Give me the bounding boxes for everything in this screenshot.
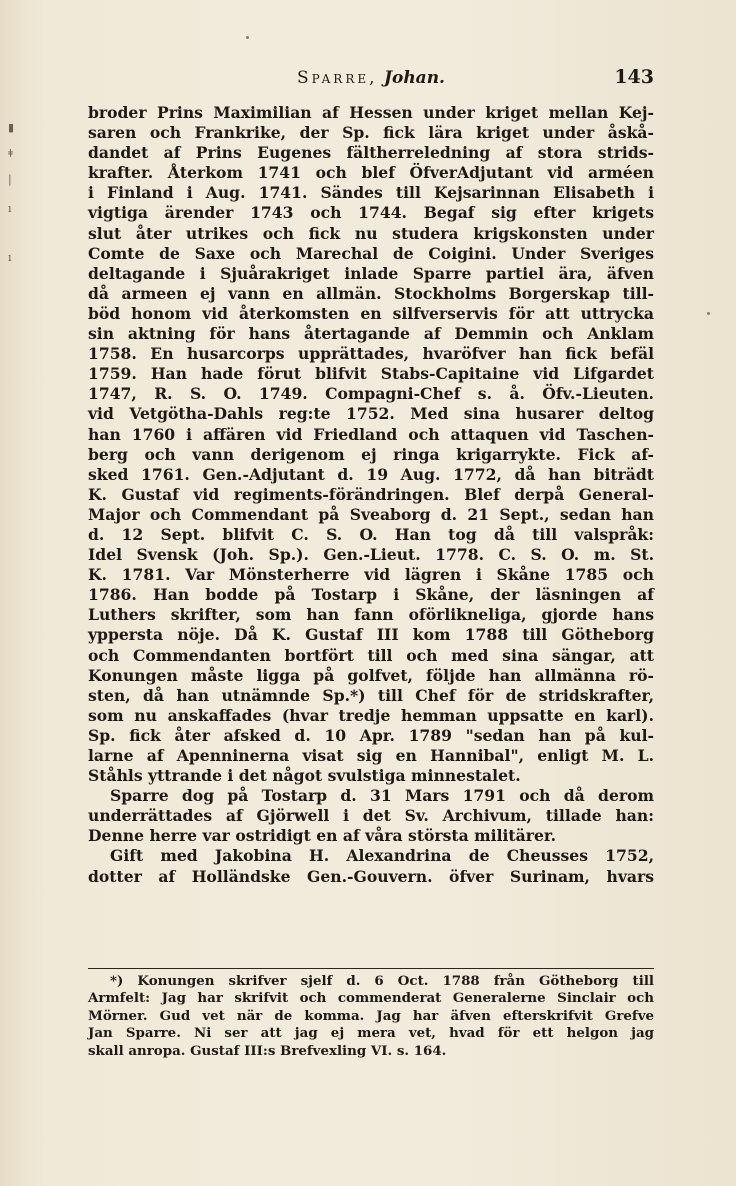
footnote-line: Armfelt: Jag har skrifvit och commenderat Generalerne Sinclair och <box>88 990 654 1007</box>
text-line: krafter. Återkom 1741 och blef ÖfverAdjutant vid arméen <box>88 163 654 183</box>
text-line: broder Prins Maximilian af Hessen under kriget mellan Kej- <box>88 103 654 122</box>
text-line: Major och Commendant på Sveaborg d. 21 Sept., sedan han <box>88 504 654 524</box>
text-line: Ståhls yttrande i det något svulstiga minnestalet. <box>88 766 521 786</box>
text-line: d. 12 Sept. blifvit C. S. O. Han tog då till valspråk: <box>88 524 654 544</box>
text-line: slut åter utrikes och fick nu studera krigskonsten under <box>88 223 654 243</box>
margin-mark: ▮ <box>8 121 15 134</box>
text-line: och Commendanten bortfört till och med sina sängar, att <box>88 645 654 665</box>
text-line: 1759. Han hade förut blifvit Stabs-Capitaine vid Lifgardet <box>88 364 654 384</box>
text-line: Comte de Saxe och Marechal de Coigini. Under Sveriges <box>88 243 654 263</box>
text-line: sked 1761. Gen.-Adjutant d. 19 Aug. 1772, då han biträdt <box>88 464 654 484</box>
margin-mark: ı <box>8 251 12 264</box>
text-line: böd honom vid återkomsten en silfverservis för att uttrycka <box>88 303 654 323</box>
text-line: som nu anskaffades (hvar tredje hemman uppsatte en karl). <box>88 705 654 725</box>
text-line: 1747, R. S. O. 1749. Compagni-Chef s. å. Öfv.-Lieuten. <box>88 384 654 404</box>
text-line: saren och Frankrike, der Sp. fick lära kriget under åskå- <box>88 123 654 143</box>
text-line: vid Vetgötha-Dahls reg:te 1752. Med sina husarer deltog <box>88 404 654 424</box>
text-line: Sparre dog på Tostarp d. 31 Mars 1791 och då derom <box>110 786 654 806</box>
body-text <box>88 103 654 887</box>
text-line: berg och vann derigenom ej ringa krigarrykte. Fick af- <box>88 444 654 464</box>
text-line: larne af Apenninerna visat sig en Hannibal", enligt M. L. <box>88 746 654 765</box>
text-line: K. 1781. Var Mönsterherre vid lägren i Skåne 1785 och <box>88 565 654 585</box>
running-header <box>88 68 654 98</box>
text-line: då armeen ej vann en allmän. Stockholms Borgerskap till- <box>88 283 654 303</box>
text-line: dotter af Holländske Gen.-Gouvern. öfver Surinam, hvars <box>88 866 654 886</box>
text-line: Gift med Jakobina H. Alexandrina de Cheusses 1752, <box>110 846 654 866</box>
footnote-line: skall anropa. Gustaf III:s Brefvexling VI. s. 164. <box>88 1042 447 1059</box>
text-line: Konungen måste ligga på golfvet, följde han allmänna rö- <box>88 665 654 685</box>
text-line: K. Gustaf vid regiments-förändringen. Blef derpå General- <box>88 484 654 504</box>
footnote-line: *) Konungen skrifver sjelf d. 6 Oct. 1788 från Götheborg till <box>110 973 654 989</box>
paper-speck <box>707 312 710 315</box>
footnote-line: Mörner. Gud vet när de komma. Jag har äfven efterskrifvit Grefve <box>88 1007 654 1024</box>
paper-speck <box>246 36 249 39</box>
running-head-given-name: Johan. <box>383 68 445 88</box>
text-line: dandet af Prins Eugenes fältherreledning af stora strids- <box>88 143 654 163</box>
text-line: han 1760 i affären vid Friedland och attaquen vid Taschen- <box>88 424 654 444</box>
text-line: yppersta nöje. Då K. Gustaf III kom 1788 till Götheborg <box>88 625 654 645</box>
text-line: Sp. fick åter afsked d. 10 Apr. 1789 "sedan han på kul- <box>88 725 654 745</box>
margin-mark: ǂ <box>8 147 14 160</box>
text-line: vigtiga ärender 1743 och 1744. Begaf sig efter krigets <box>88 203 654 223</box>
text-line: i Finland i Aug. 1741. Sändes till Kejsarinnan Elisabeth i <box>88 183 654 203</box>
text-line: Idel Svensk (Joh. Sp.). Gen.-Lieut. 1778. C. S. O. m. St. <box>88 545 654 565</box>
page-number: 143 <box>614 66 654 88</box>
running-head-surname: Sparre, <box>297 68 378 88</box>
footnote-line: Jan Sparre. Ni ser att jag ej mera vet, hvad för ett helgon jag <box>88 1025 654 1042</box>
text-line: underrättades af Gjörwell i det Sv. Archivum, tillade han: <box>88 806 654 826</box>
text-line: Denne herre var ostridigt en af våra största militärer. <box>88 826 557 846</box>
running-head <box>88 68 654 88</box>
footnote <box>88 968 654 1060</box>
text-line: Luthers skrifter, som han fann oförlikneliga, gjorde hans <box>88 605 654 625</box>
margin-mark: ı <box>8 202 12 215</box>
text-line: 1758. En husarcorps upprättades, hvaröfver han fick befäl <box>88 344 654 364</box>
text-line: sten, då han utnämnde Sp.*) till Chef för de stridskrafter, <box>88 685 654 705</box>
text-line: sin aktning för hans återtagande af Demmin och Anklam <box>88 324 654 344</box>
text-line: deltagande i Sjuårakriget inlade Sparre partiel ära, äfven <box>88 263 654 283</box>
margin-mark: | <box>8 173 12 186</box>
text-line: 1786. Han bodde på Tostarp i Skåne, der läsningen af <box>88 585 654 605</box>
